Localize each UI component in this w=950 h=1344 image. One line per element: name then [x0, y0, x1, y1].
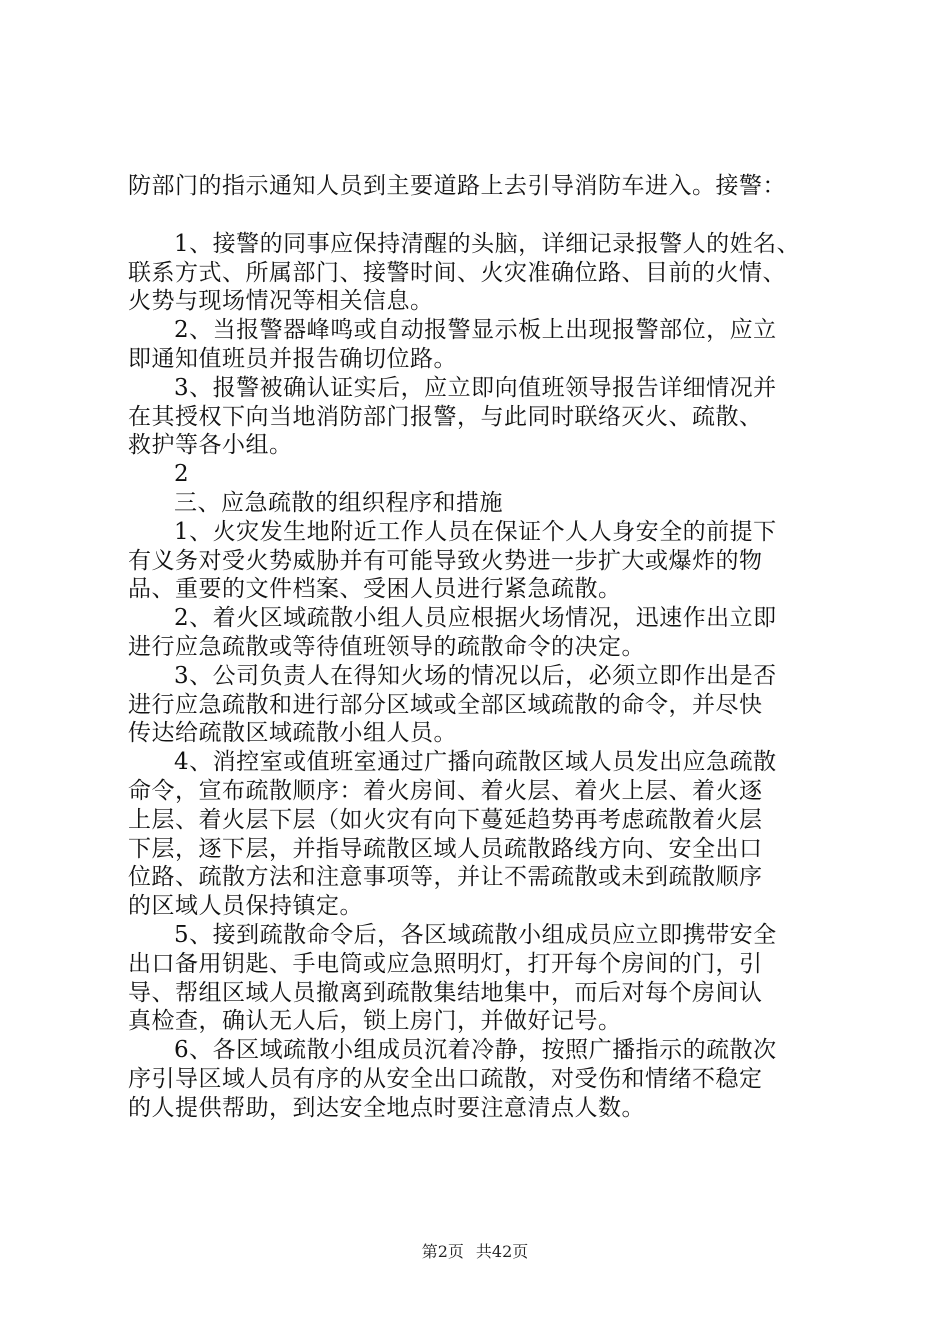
text-line: 2、当报警器峰鸣或自动报警显示板上出现报警部位，应立: [174, 317, 777, 344]
page-footer: [0, 1242, 950, 1262]
text-line: 5、接到疏散命令后，各区域疏散小组成员应立即携带安全: [174, 921, 777, 948]
text-line: 的人提供帮助，到达安全地点时要注意清点人数。: [128, 1094, 645, 1121]
text-line: 火势与现场情况等相关信息。: [128, 288, 434, 315]
document-body: [128, 172, 848, 1123]
text-line: 进行应急疏散和进行部分区域或全部区域疏散的命令，并尽快: [128, 691, 763, 718]
text-line: 下层，逐下层，并指导疏散区域人员疏散路线方向、安全出口: [128, 835, 763, 862]
page-number: 第2页: [421, 1242, 464, 1261]
text-line: 的区域人员保持镇定。: [128, 893, 363, 920]
text-line: 真检查，确认无人后，锁上房门，并做好记号。: [128, 1008, 622, 1035]
text-line: 即通知值班员并报告确切位路。: [128, 345, 457, 372]
text-line: 1、火灾发生地附近工作人员在保证个人人身安全的前提下: [174, 518, 777, 545]
text-line: 1、接警的同事应保持清醒的头脑，详细记录报警人的姓名、: [174, 230, 801, 257]
text-line: 导、帮组区域人员撤离到疏散集结地集中，而后对每个房间认: [128, 979, 763, 1006]
text-line: 三、应急疏散的组织程序和措施: [174, 489, 503, 516]
text-line: 有义务对受火势威胁并有可能导致火势进一步扩大或爆炸的物: [128, 547, 763, 574]
text-line: 品、重要的文件档案、受困人员进行紧急疏散。: [128, 576, 622, 603]
text-line: 4、消控室或值班室通过广播向疏散区域人员发出应急疏散: [174, 749, 777, 776]
text-line: 3、公司负责人在得知火场的情况以后，必须立即作出是否: [174, 662, 777, 689]
text-line: 3、报警被确认证实后，应立即向值班领导报告详细情况并: [174, 374, 777, 401]
text-line: 防部门的指示通知人员到主要道路上去引导消防车进入。接警：: [128, 173, 786, 199]
text-line: 序引导区域人员有序的从安全出口疏散，对受伤和情绪不稳定: [128, 1065, 763, 1092]
text-line: 出口备用钥匙、手电筒或应急照明灯，打开每个房间的门，引: [128, 950, 763, 977]
text-line: 命令，宣布疏散顺序：着火房间、着火层、着火上层、着火逐: [128, 777, 763, 804]
page-total: 共42页: [475, 1242, 529, 1261]
text-line: 进行应急疏散或等待值班领导的疏散命令的决定。: [128, 633, 645, 660]
text-line: 位路、疏散方法和注意事项等，并让不需疏散或未到疏散顺序: [128, 864, 763, 891]
text-line: 2: [174, 461, 190, 488]
text-line: 在其授权下向当地消防部门报警，与此同时联络灭火、疏散、: [128, 403, 763, 430]
text-line: 救护等各小组。: [128, 432, 293, 459]
text-line: 联系方式、所属部门、接警时间、火灾准确位路、目前的火情、: [128, 259, 786, 286]
text-line: 传达给疏散区域疏散小组人员。: [128, 720, 457, 747]
text-line: 上层、着火层下层（如火灾有向下蔓延趋势再考虑疏散着火层: [128, 806, 763, 833]
blank-line: [128, 201, 848, 230]
text-line: 2、着火区域疏散小组人员应根据火场情况，迅速作出立即: [174, 605, 777, 632]
text-line: 6、各区域疏散小组成员沉着冷静，按照广播指示的疏散次: [174, 1037, 777, 1064]
